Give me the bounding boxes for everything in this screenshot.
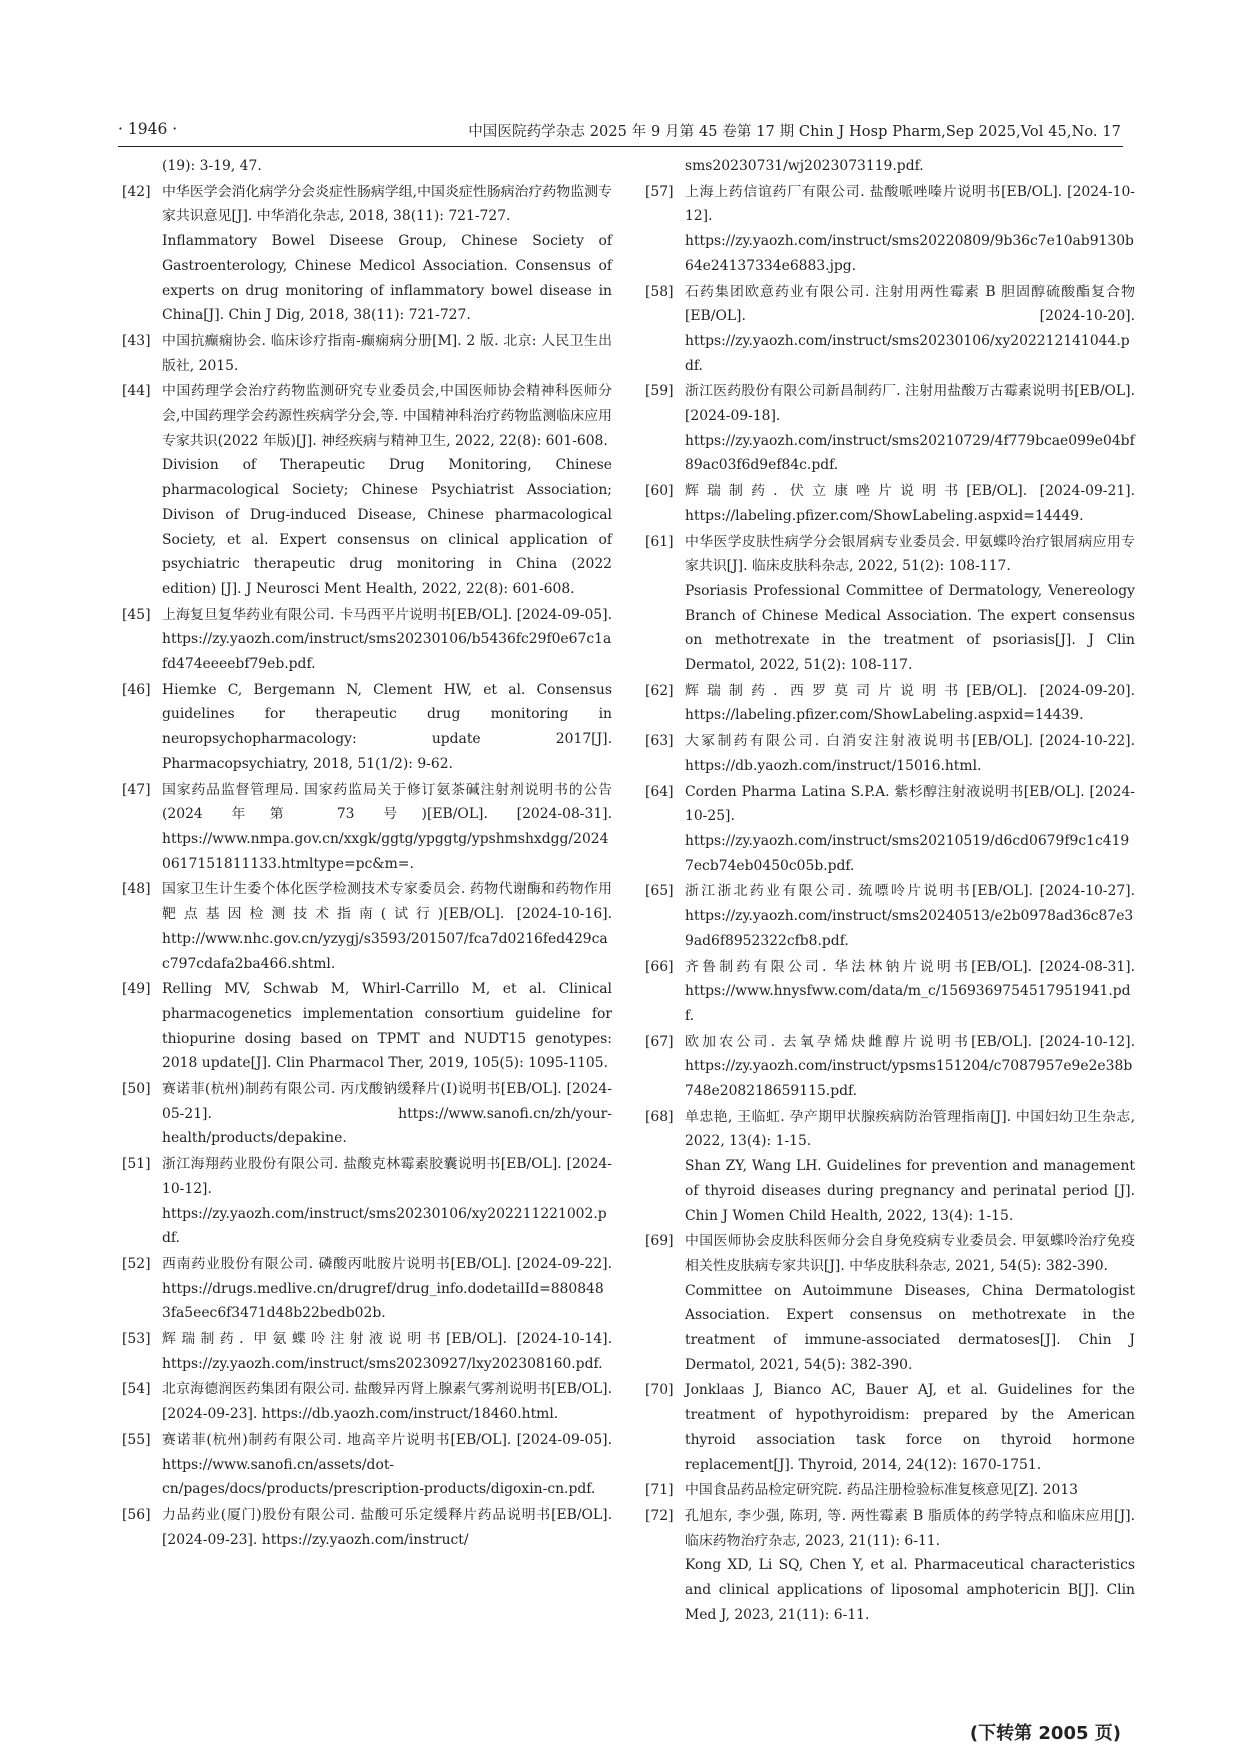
page-header: [118, 120, 1121, 144]
reference-english-text: Shan ZY, Wang LH. Guidelines for prevention and management of thyroid diseases during pregnancy and perinatal period [J]. Chin J Women Child Health, 2022, 13(4): 1-15.: [685, 1158, 1135, 1224]
reference-item: [122, 379, 612, 601]
reference-number: [54]: [122, 1381, 151, 1398]
reference-text: Jonklaas J, Bianco AC, Bauer AJ, et al. Guidelines for the treatment of hypothyroidism: prepared by the American thyroid association task force on thyroid hormone replacement[J]. Thyroid, 2014, 24(12): 1670-1751.: [685, 1382, 1135, 1473]
reference-number: [43]: [122, 332, 151, 349]
reference-item: [122, 1252, 612, 1326]
reference-text: Relling MV, Schwab M, Whirl-Carrillo M, et al. Clinical pharmacogenetics implementation consortium guideline for thiopurine dosing based on TPMT and NUDT15 genotypes: 2018 update[J]. Clin Pharmacol Ther, 2019, 105(5): 1095-1105.: [162, 981, 612, 1072]
reference-number: [60]: [645, 483, 674, 500]
reference-text: 力品药业(厦门)股份有限公司. 盐酸可乐定缓释片药品说明书[EB/OL]. [2024-09-23]. https://zy.yaozh.com/instruct/: [162, 1506, 612, 1548]
reference-item: [645, 479, 1135, 528]
reference-item: [122, 1077, 612, 1151]
reference-item: [645, 379, 1135, 478]
reference-item: [645, 729, 1135, 778]
reference-number: [47]: [122, 781, 151, 798]
reference-text: 国家药品监督管理局. 国家药监局关于修订氨茶碱注射剂说明书的公告(2024 年第 73 号)[EB/OL]. [2024-08-31]. https://www.nmpa.gov.cn/xxgk/ggtg/ypggtg/ypshmshxdgg/20240617151811133.htmltype=pc&m=.: [162, 781, 612, 872]
reference-text: 赛诺菲(杭州)制药有限公司. 丙戊酸钠缓释片(Ⅰ)说明书[EB/OL]. [2024-05-21]. https://www.sanofi.cn/zh/your-health/products/depakine.: [162, 1081, 612, 1147]
reference-text: 北京海德润医药集团有限公司. 盐酸异丙肾上腺素气雾剂说明书[EB/OL]. [2024-09-23]. https://db.yaozh.com/instruct/18460.html.: [162, 1381, 612, 1423]
reference-text: 中国医师协会皮肤科医师分会自身免疫病专业委员会. 甲氨蝶呤治疗免疫相关性皮肤病专家共识[J]. 中华皮肤科杂志, 2021, 54(5): 382-390.: [685, 1233, 1135, 1274]
reference-number: [56]: [122, 1506, 151, 1523]
reference-list-left: [122, 180, 612, 1553]
reference-item: [645, 679, 1135, 728]
reference-number: [48]: [122, 881, 151, 898]
continued-reference-text: (19): 3-19, 47.: [162, 158, 262, 174]
reference-item: [645, 180, 1135, 279]
reference-item: [645, 1378, 1135, 1477]
reference-english-text: Division of Therapeutic Drug Monitoring, Chinese pharmacological Society; Chinese Psychiatrist Association; Divison of Drug-induced Disease, Chinese pharmacological Society, et al. Expert consensus on clinical application of psychiatric therapeutic drug monitoring in China (2022 edition) [J]. J Neurosci Ment Health, 2022, 22(8): 601-608.: [162, 457, 612, 597]
reference-item: [122, 1503, 612, 1552]
reference-item: [122, 778, 612, 877]
reference-number: [72]: [645, 1507, 674, 1524]
reference-number: [69]: [645, 1233, 674, 1250]
reference-number: [66]: [645, 958, 674, 975]
reference-text: 中华医学会消化病学分会炎症性肠病学组,中国炎症性肠病治疗药物监测专家共识意见[J]. 中华消化杂志, 2018, 38(11): 721-727.: [162, 183, 612, 225]
journal-running-head: 中国医院药学杂志 2025 年 9 月第 45 卷第 17 期 Chin J Hosp Pharm,Sep 2025,Vol 45,No. 17: [468, 124, 1121, 140]
reference-text: 辉瑞制药. 西罗莫司片说明书[EB/OL]. [2024-09-20]. https://labeling.pfizer.com/ShowLabeling.aspxid=14439.: [685, 682, 1135, 724]
reference-english-text: Committee on Autoimmune Diseases, China Dermatologist Association. Expert consensus on methotrexate in the treatment of immune-associated dermatoses[J]. Chin J Dermatol, 2021, 54(5): 382-390.: [685, 1282, 1135, 1373]
reference-number: [63]: [645, 733, 674, 750]
reference-number: [67]: [645, 1033, 674, 1050]
reference-number: [46]: [122, 681, 151, 698]
page-number: · 1946 ·: [118, 120, 178, 138]
reference-item: [645, 280, 1135, 379]
reference-text: 辉瑞制药. 伏立康唑片说明书[EB/OL]. [2024-09-21]. https://labeling.pfizer.com/ShowLabeling.aspxid=14449.: [685, 483, 1135, 524]
reference-number: [68]: [645, 1108, 674, 1125]
reference-text: 大冢制药有限公司. 白消安注射液说明书[EB/OL]. [2024-10-22]. https://db.yaozh.com/instruct/15016.html.: [685, 733, 1135, 774]
reference-number: [55]: [122, 1431, 151, 1448]
reference-text: 齐鲁制药有限公司. 华法林钠片说明书[EB/OL]. [2024-08-31]. https://www.hnysfww.com/data/m_c/1569369754517951941.pdf.: [685, 958, 1135, 1024]
reference-number: [51]: [122, 1156, 151, 1173]
reference-text: 孔旭东, 李少强, 陈玥, 等. 两性霉素 B 脂质体的药学特点和临床应用[J]. 临床药物治疗杂志, 2023, 21(11): 6-11.: [685, 1507, 1135, 1549]
reference-number: [59]: [645, 383, 674, 400]
reference-text: 中国食品药品检定研究院. 药品注册检验标准复核意见[Z]. 2013: [685, 1482, 1078, 1499]
reference-number: [42]: [122, 183, 151, 200]
reference-number: [44]: [122, 383, 151, 400]
reference-text: 上海复旦复华药业有限公司. 卡马西平片说明书[EB/OL]. [2024-09-05]. https://zy.yaozh.com/instruct/sms20230106/b5436fc29f0e67c1afd474eeeebf79eb.pdf.: [162, 606, 612, 673]
continuation-note: (下转第 2005 页): [969, 1723, 1121, 1744]
reference-item: [645, 1105, 1135, 1229]
reference-item: [122, 877, 612, 976]
right-column: [645, 154, 1135, 1628]
reference-item: [122, 1377, 612, 1426]
reference-item: [645, 530, 1135, 678]
reference-item: [645, 1030, 1135, 1104]
reference-text: 中华医学皮肤性病学分会银屑病专业委员会. 甲氨蝶呤治疗银屑病应用专家共识[J]. 临床皮肤科杂志, 2022, 51(2): 108-117.: [685, 533, 1135, 575]
reference-item: [122, 329, 612, 378]
reference-item: [122, 180, 612, 328]
reference-text: 西南药业股份有限公司. 磷酸丙吡胺片说明书[EB/OL]. [2024-09-22]. https://drugs.medlive.cn/drugref/drug_info.dodetailId=8808483fa5eec6f3471d48b22bedb02b.: [162, 1255, 612, 1322]
reference-item: [122, 1327, 612, 1376]
left-column: [122, 154, 612, 1553]
reference-text: Corden Pharma Latina S.P.A. 紫杉醇注射液说明书[EB/OL]. [2024-10-25]. https://zy.yaozh.com/instruct/sms20210519/d6cd0679f9c1c4197ecb74eb0450c05b.pdf.: [685, 783, 1135, 874]
reference-english-text: Inflammatory Bowel Diseese Group, Chinese Society of Gastroenterology, Chinese Medicol Association. Consensus of experts on drug monitoring of inflammatory bowel disease in China[J]. Chin J Dig, 2018, 38(11): 721-727.: [162, 233, 612, 324]
reference-item: [645, 955, 1135, 1029]
reference-number: [45]: [122, 606, 151, 623]
reference-text: 中国药理学会治疗药物监测研究专业委员会,中国医师协会精神科医师分会,中国药理学会药源性疾病学分会,等. 中国精神科治疗药物监测临床应用专家共识(2022 年版)[J]. 神经疾病与精神卫生, 2022, 22(8): 601-608.: [162, 383, 612, 449]
reference-text: 国家卫生计生委个体化医学检测技术专家委员会. 药物代谢酶和药物作用靶点基因检测技术指南(试行)[EB/OL]. [2024-10-16]. http://www.nhc.gov.cn/yzygj/s3593/201507/fca7d0216fed429cac797cdafa2ba466.shtml.: [162, 881, 612, 972]
continued-reference-text: sms20230731/wj2023073119.pdf.: [685, 158, 924, 174]
reference-item: [122, 1428, 612, 1502]
reference-item: [122, 678, 612, 777]
reference-english-text: Psoriasis Professional Committee of Dermatology, Venereology Branch of Chinese Medical Association. The expert consensus on methotrexate in the treatment of psoriasis[J]. J Clin Dermatol, 2022, 51(2): 108-117.: [685, 582, 1135, 674]
reference-text: 赛诺菲(杭州)制药有限公司. 地高辛片说明书[EB/OL]. [2024-09-05]. https://www.sanofi.cn/assets/dot-cn/pages/docs/products/prescription-products/digoxin-cn.pdf.: [162, 1431, 612, 1498]
reference-item: [122, 977, 612, 1076]
reference-number: [65]: [645, 883, 674, 900]
reference-text: 浙江海翔药业股份有限公司. 盐酸克林霉素胶囊说明书[EB/OL]. [2024-10-12]. https://zy.yaozh.com/instruct/sms20230106/xy202211221002.pdf.: [162, 1156, 612, 1247]
reference-item: [645, 1229, 1135, 1377]
reference-number: [71]: [645, 1482, 674, 1499]
reference-text: Hiemke C, Bergemann N, Clement HW, et al. Consensus guidelines for therapeutic drug monitoring in neuropsychopharmacology: update 2017[J]. Pharmacopsychiatry, 2018, 51(1/2): 9-62.: [162, 681, 612, 772]
reference-number: [49]: [122, 981, 151, 998]
reference-number: [50]: [122, 1081, 151, 1098]
reference-item: [122, 603, 612, 677]
reference-number: [62]: [645, 682, 674, 699]
reference-number: [64]: [645, 783, 674, 800]
reference-text: 上海上药信谊药厂有限公司. 盐酸哌唑嗪片说明书[EB/OL]. [2024-10-12]. https://zy.yaozh.com/instruct/sms20220809/9b36c7e10ab9130b64e24137334e6883.jpg.: [685, 183, 1135, 274]
reference-text: 辉瑞制药. 甲氨蝶呤注射液说明书[EB/OL]. [2024-10-14]. https://zy.yaozh.com/instruct/sms20230927/lxy202308160.pdf.: [162, 1331, 612, 1372]
reference-number: [53]: [122, 1331, 151, 1348]
reference-text: 浙江医药股份有限公司新昌制药厂. 注射用盐酸万古霉素说明书[EB/OL]. [2024-09-18]. https://zy.yaozh.com/instruct/sms20210729/4f779bcae099e04bf89ac03f6d9ef84c.pdf.: [685, 383, 1135, 474]
reference-item: [645, 879, 1135, 953]
reference-text: 石药集团欧意药业有限公司. 注射用两性霉素 B 胆固醇硫酸酯复合物[EB/OL]. [2024-10-20]. https://zy.yaozh.com/instruct/sms20230106/xy202212141044.pdf.: [685, 283, 1135, 374]
reference-number: [58]: [645, 283, 674, 300]
reference-english-text: Kong XD, Li SQ, Chen Y, et al. Pharmaceutical characteristics and clinical applications of liposomal amphotericin B[J]. Clin Med J, 2023, 21(11): 6-11.: [685, 1557, 1135, 1623]
reference-number: [61]: [645, 533, 674, 550]
reference-item: [645, 1478, 1135, 1503]
reference-text: 单忠艳, 王临虹. 孕产期甲状腺疾病防治管理指南[J]. 中国妇幼卫生杂志, 2022, 13(4): 1-15.: [685, 1108, 1135, 1150]
reference-item: [122, 1152, 612, 1251]
reference-list-right: [645, 180, 1135, 1628]
reference-text: 欧加农公司. 去氧孕烯炔雌醇片说明书[EB/OL]. [2024-10-12]. https://zy.yaozh.com/instruct/ypsms151204/c7087957e9e2e38b748e208218659115.pdf.: [685, 1033, 1135, 1100]
reference-number: [70]: [645, 1382, 674, 1399]
reference-text: 中国抗癫痫协会. 临床诊疗指南-癫痫病分册[M]. 2 版. 北京: 人民卫生出版社, 2015.: [162, 332, 612, 374]
reference-item: [645, 1504, 1135, 1628]
reference-text: 浙江浙北药业有限公司. 巯嘌呤片说明书[EB/OL]. [2024-10-27]. https://zy.yaozh.com/instruct/sms20240513/e2b0978ad36c87e39ad6f8952322cfb8.pdf.: [685, 883, 1135, 949]
reference-number: [57]: [645, 183, 674, 200]
reference-number: [52]: [122, 1255, 151, 1272]
reference-item: [645, 780, 1135, 879]
header-rule: [118, 146, 1123, 147]
